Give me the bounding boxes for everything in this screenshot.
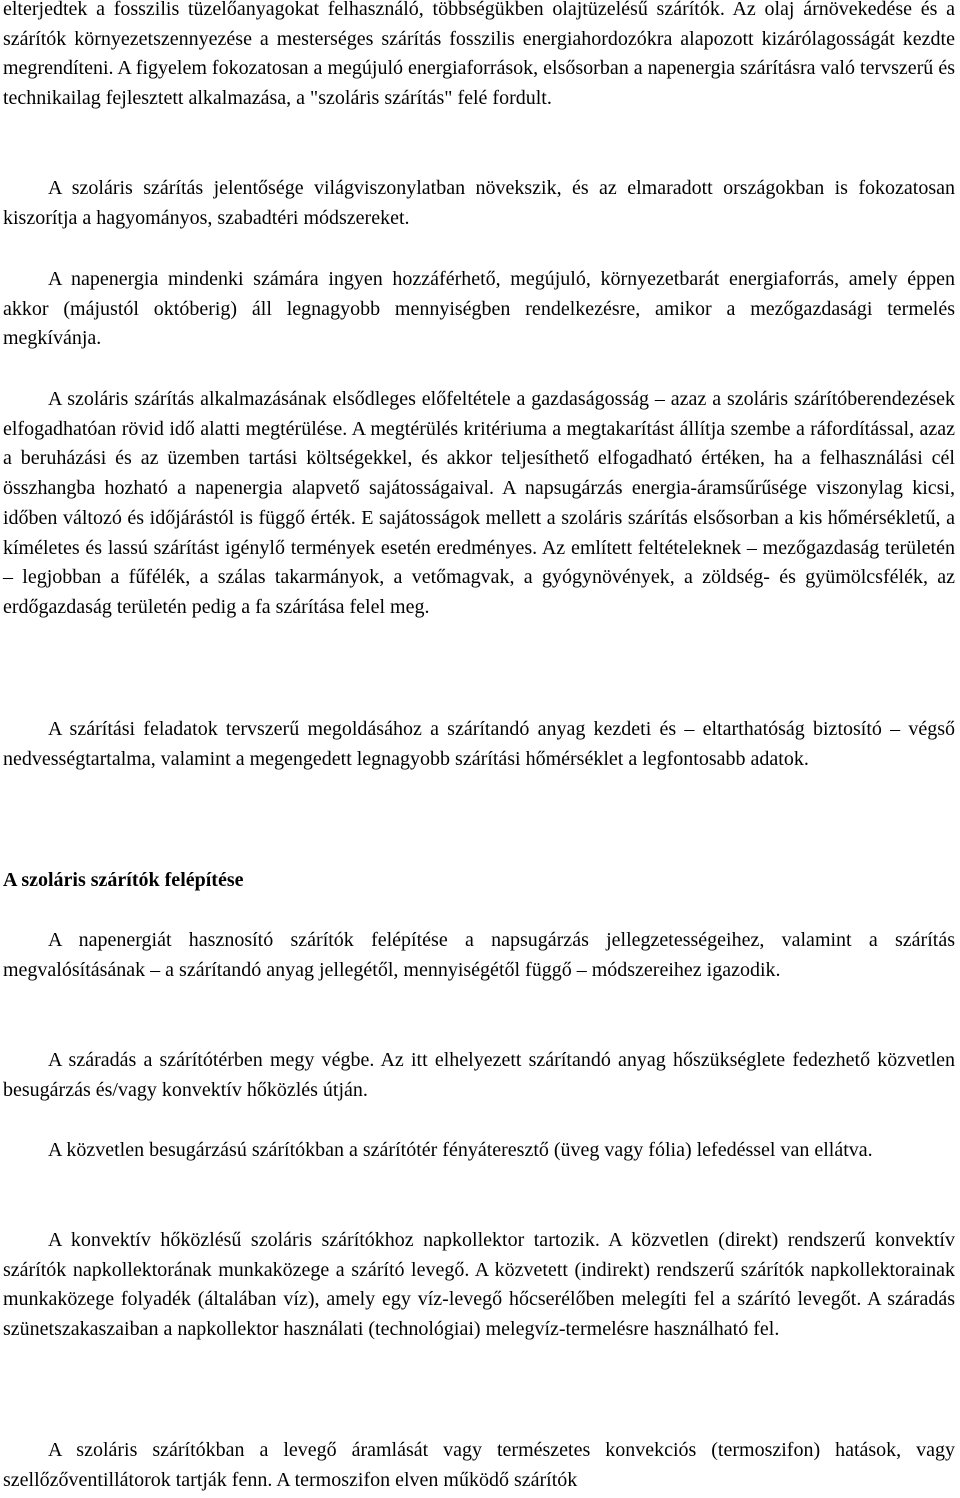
- paragraph-text: A napenergiát hasznosító szárítók felépítése a napsugárzás jellegzetességeihez, valamint a szárítás megvalósításának – a szárítandó anyag jellegétől, mennyiségétől függő – módszereihez igazodik.: [3, 929, 955, 981]
- paragraph-structure: [3, 926, 955, 985]
- paragraph-text: A konvektív hőközlésű szoláris szárítókhoz napkollektor tartozik. A közvetlen (direkt) rendszerű konvektív szárítók napkollektorának munkaközege a szárító levegő. A közvetett (indirekt) rendszerű szárítók napkollektorainak munkaközege folyadék (általában víz), amely egy víz-levegő hőcserélőben melegíti fel a szárító levegőt. A száradás szünetszakaszaiban a napkollektor használati (technológiai) melegvíz-termelésre használható fel.: [3, 1229, 955, 1341]
- paragraph-drying-tasks: [3, 715, 955, 774]
- section-heading: A szoláris szárítók felépítése: [3, 869, 244, 891]
- paragraph-economy: [3, 385, 955, 623]
- paragraph-drying-space: [3, 1046, 955, 1105]
- paragraph-text: elterjedtek a fosszilis tüzelőanyagokat felhasználó, többségükben olajtüzelésű szárítók. Az olaj árnövekedése és a szárítók környezetszennyezése a mesterséges szárítás fosszilis energiahordozókra alapozott kizárólagosságát kezdte megrendíteni. A figyelem fokozatosan a megújuló energiaforrások, elsősorban a napenergia szárításra való tervszerű és technikailag fejlesztett alkalmazása, a "szoláris szárítás" felé fordult.: [3, 0, 955, 110]
- paragraph-airflow: [3, 1436, 955, 1495]
- paragraph-text: A közvetlen besugárzású szárítókban a szárítótér fényáteresztő (üveg vagy fólia) lefedéssel van ellátva.: [48, 1139, 873, 1161]
- paragraph-text: A száradás a szárítótérben megy végbe. Az itt elhelyezett szárítandó anyag hőszükséglete fedezhető közvetlen besugárzás és/vagy konvektív hőközlés útján.: [3, 1049, 955, 1101]
- paragraph-text: A napenergia mindenki számára ingyen hozzáférhető, megújuló, környezetbarát energiaforrás, amely éppen akkor (májustól októberig) áll legnagyobb mennyiségben rendelkezésre, amikor a mezőgazdasági termelés megkívánja.: [3, 268, 955, 350]
- paragraph-solar-significance: [3, 174, 955, 233]
- paragraph-convective: [3, 1226, 955, 1345]
- paragraph-text: A szoláris szárítás alkalmazásának elsődleges előfeltétele a gazdaságosság – azaz a szoláris szárítóberendezések elfogadhatóan rövid idő alatti megtérülése. A megtérülés kritériuma a megtakarítást állítja szembe a ráfordítással, azaz a beruházási és az üzemben tartási költségekkel, és akkor teljesíthető elfogadható értéken, ha a felhasználási cél összhangba hozható a napenergia alapvető sajátosságaival. A napsugárzás energia-áramsűrűsége viszonylag kicsi, időben változó és időjárástól is függő érték. E sajátosságok mellett a szoláris szárítás elsősorban a kis hőmérsékletű, a kíméletes és lassú szárítást igénylő termények esetén eredményes. Az említett feltételeknek – mezőgazdaság területén – legjobban a fűfélék, a szálas takarmányok, a vetőmagvak, a gyógynövények, a zöldség- és gyümölcsfélék, az erdőgazdaság területén pedig a fa szárítása felel meg.: [3, 388, 955, 618]
- paragraph-solar-energy-availability: [3, 265, 955, 354]
- paragraph-text: A szárítási feladatok tervszerű megoldásához a szárítandó anyag kezdeti és – eltarthatóság biztosító – végső nedvességtartalma, valamint a megengedett legnagyobb szárítási hőmérséklet a legfontosabb adatok.: [3, 718, 955, 770]
- paragraph-text: A szoláris szárítás jelentősége világviszonylatban növekszik, és az elmaradott országokban is fokozatosan kiszorítja a hagyományos, szabadtéri módszereket.: [3, 177, 955, 229]
- paragraph-fossil-drying: [3, 0, 955, 114]
- paragraph-direct-irradiation: [3, 1136, 955, 1166]
- paragraph-text: A szoláris szárítókban a levegő áramlását vagy természetes konvekciós (termoszifon) hatások, vagy szellőzőventillátorok tartják fenn. A termoszifon elven működő szárítók: [3, 1439, 955, 1491]
